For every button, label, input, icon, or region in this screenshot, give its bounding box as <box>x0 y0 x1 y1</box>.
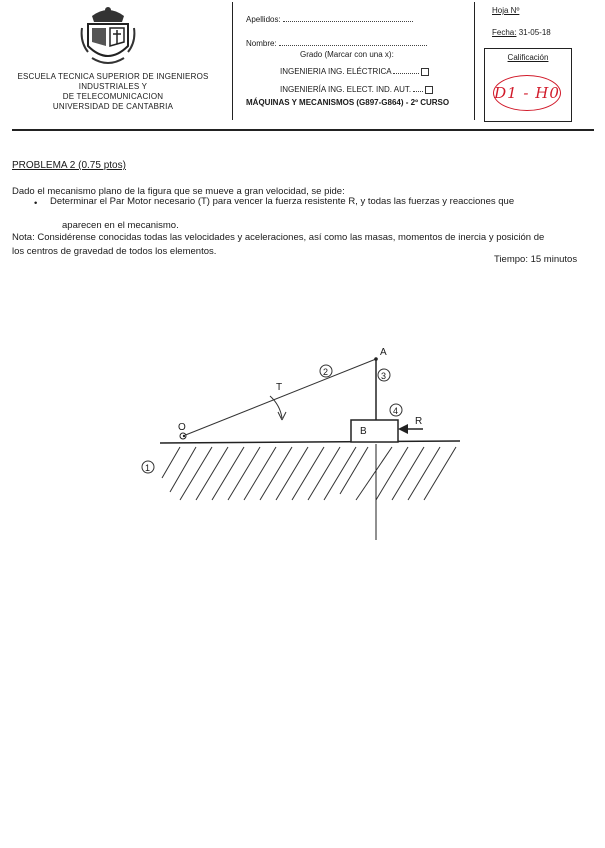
link-number-1 <box>142 461 154 473</box>
svg-text:2: 2 <box>323 367 329 377</box>
slider-block-B <box>351 420 398 442</box>
option-electrica-label: INGENIERIA ING. ELÉCTRICA <box>280 67 392 76</box>
bullet-line-2: aparecen en el mecanismo. <box>62 220 179 231</box>
time-limit: Tiempo: 15 minutos <box>494 254 578 265</box>
calificacion-label: Calificación <box>507 53 549 62</box>
svg-text:3: 3 <box>381 371 387 381</box>
svg-text:1: 1 <box>145 463 151 473</box>
link-number-4 <box>390 404 402 416</box>
fecha-value: 31-05-18 <box>518 28 551 37</box>
label-B: B <box>360 426 367 437</box>
fecha-label: Fecha: <box>492 28 517 37</box>
ground-link <box>160 441 460 500</box>
label-R: R <box>415 416 423 427</box>
pivot-O-center <box>183 435 185 437</box>
svg-text:4: 4 <box>393 406 399 416</box>
label-O: O <box>178 422 186 433</box>
nombre-label: Nombre: <box>246 39 277 48</box>
joint-A <box>374 357 378 361</box>
link-number-3 <box>378 369 390 381</box>
school-line-3: DE TELECOMUNICACION <box>62 92 164 101</box>
problem-intro: Dado el mecanismo plano de la figura que se mueve a gran velocidad, se pide: <box>12 186 345 197</box>
bullet-line-1: Determinar el Par Motor necesario (T) para vencer la fuerza resistente R, y todas las fuerzas y reacciones que <box>50 196 515 207</box>
course-name: MÁQUINAS Y MECANISMOS (G897-G864) - 2º CURSO <box>246 98 450 107</box>
link-2-crank <box>183 359 376 436</box>
hoja-label: Hoja Nº <box>492 6 520 15</box>
link-number-2 <box>320 365 332 377</box>
school-line-1: ESCUELA TECNICA SUPERIOR DE INGENIEROS <box>17 72 209 81</box>
torque-T-arrow <box>270 396 286 420</box>
option-automatica-label: INGENIERÍA ING. ELECT. IND. AUT. <box>280 85 412 94</box>
label-A: A <box>380 347 387 358</box>
note-line-2: los centros de gravedad de todos los elementos. <box>12 246 217 257</box>
school-line-4: UNIVERSIDAD DE CANTABRIA <box>52 102 174 111</box>
label-T: T <box>276 382 283 393</box>
bullet-dot: • <box>34 198 38 209</box>
grado-label: Grado (Marcar con una x): <box>300 50 394 59</box>
handwritten-grade: D1 - H0 <box>493 75 561 111</box>
apellidos-label: Apellidos: <box>246 15 281 24</box>
problem-title: PROBLEMA 2 (0.75 ptos) <box>12 160 126 171</box>
school-line-2: INDUSTRIALES Y <box>78 82 148 91</box>
note-line-1: Nota: Considérense conocidas todas las velocidades y aceleraciones, así como las masas, momentos de inercia y posición de <box>12 232 545 243</box>
